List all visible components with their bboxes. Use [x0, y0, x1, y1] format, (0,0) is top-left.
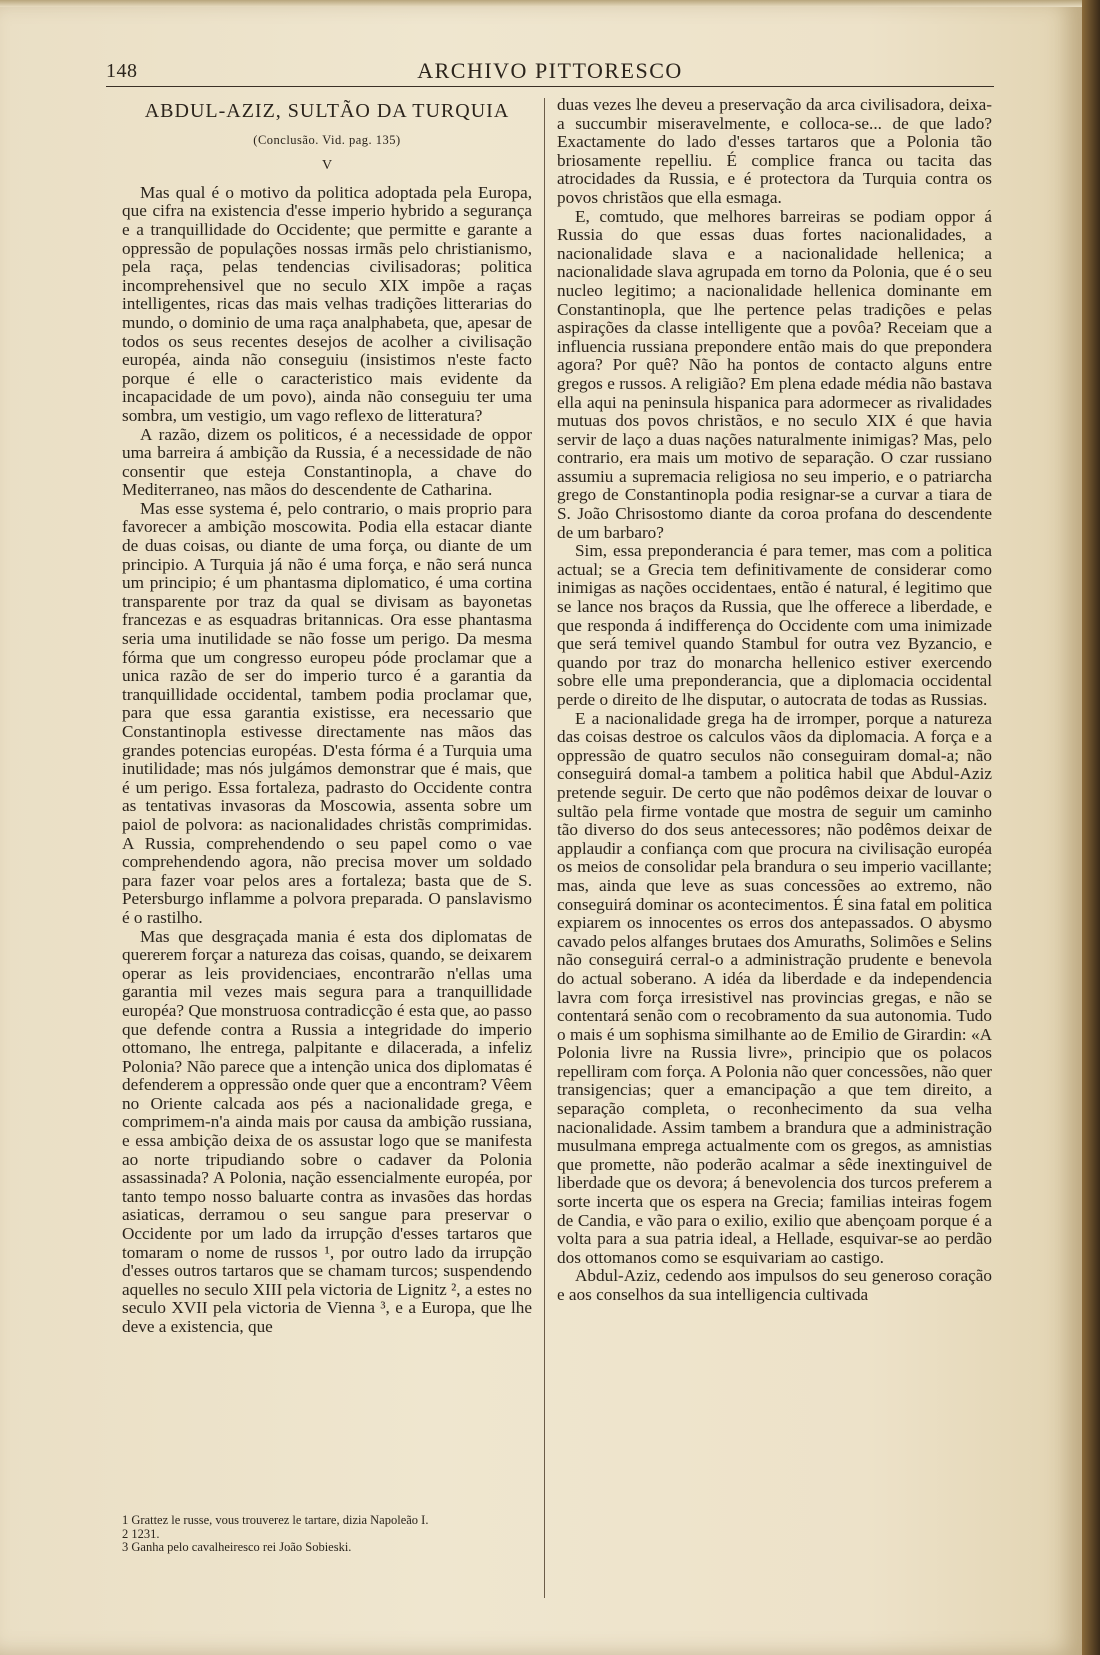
paragraph: A razão, dizem os politicos, é a necessidade de oppor uma barreira á ambição da Russia, é a necessidade de não consentir que esteja Constantinopla, a chave do Mediterraneo, nas mãos do descendente de Catharina. [122, 424, 532, 500]
right-column [557, 96, 992, 1305]
footnotes [122, 1514, 532, 1555]
paragraph: E, comtudo, que melhores barreiras se podiam oppor á Russia do que essas duas fortes nacionalidades, a nacionalidade slava e a nacionalidade hellenica; a nacionalidade slava agrupada em torno da Polonia, que é o seu nucleo legitimo; a nacionalidade hellenica dominante em Constantinopla, que lhe pertence pelas tradições e pelas aspirações da classe intelligente que a povôa? Receiam que a influencia russiana preponderе então mais do que prepondera agora? Por quê? Não ha pontos de contacto alguns entre gregos e russos. A religião? Em plena edade média não bastava ella aqui na peninsula hispanica para adormecer as rivalidades mutuas dos povos christãos, e no seculo XIX é que havia servir de laço a duas nações naturalmente inimigas? Mas, pelo contrario, era mais um motivo de separação. O czar russiano assumiu a supremacia religiosa no seu imperio, e o patriarcha grego de Constantinopla podia resignar-se a curvar a tiara de S. João Chrisostomo diante da coroa profana do descendente de um barbaro? [557, 206, 992, 542]
paragraph: duas vezes lhe deveu a preservação da arca civilisadora, deixa-a succumbir miseravelmente, e colloca-se... de que lado? Exactamente do lado d'esses tartaros que a Polonia tão briosamente repelliu. É complice franca ou tacita das atrocidades da Russia, e é protectora da Turquia contra os povos christãos que ella esmaga. [557, 95, 992, 207]
paragraph: E a nacionalidade grega ha de irromper, porque a natureza das coisas destroe os calculos vãos da diplomacia. A força e a oppressão de quatro seculos não conseguiram domal-a; não conseguirá domal-a tambem a politica habil que Abdul-Aziz pretende seguir. De certo que não podêmos deixar de louvar o sultão pela firme vontade que mostra de seguir um caminho tão diverso do dos seus antecessores; não podêmos deixar de applaudir a confiança com que procura na civilisação européa os meios de consolidar pela brandura o seu imperio vacillante; mas, ainda que leve as suas concessões ao extremo, não conseguirá dominar os acontecimentos. É sina fatal em politica expiarem os innocentes os erros dos antepassados. O abysmo cavado pelos alfanges brutaes dos Amuraths, Solimões e Selins não conseguirá cerral-o a administração prudente e benevola do actual soberano. A idéa da liberdade e da independencia lavra com força irresistivel nas provincias gregas, e não se contentará senão com o recobramento da sua autonomia. Tudo o mais é um sophisma similhante ao de Emilio de Girardin: «A Polonia livre na Russia livre», principio que os polacos repelliram com força. A Polonia não quer concessões, não quer transigencias; quer a emancipação a que tem direito, a separação completa, o reconhecimento da sua velha nacionalidade. Assim tambem a brandura que a administração musulmana emprega actualmente com os gregos, as amnistias que promette, não poderão acalmar a sêde inextinguivel de liberdade que os devora; á benevolencia dos turcos preferem a sorte incerta que os espera na Grecia; familias inteiras fogem de Candia, e vão para o exilio, exilio que abençoam porque é a volta para a sua patria ideal, a Hellade, esquivar-se ao perdão dos ottomanos como se esquivariam ao castigo. [557, 708, 992, 1267]
header-rule [106, 86, 994, 87]
paragraph: Sim, essa preponderancia é para temer, mas com a politica actual; se a Grecia tem definitivamente de considerar como inimigas as nações occidentaes, então é natural, é legitimo que se lance nos braços da Russia, que lhe offerece a liberdade, e que responda á indifferença do Occidente com uma inimizade que será temivel quando Stambul for outra vez Byzancio, e quando por traz do monarcha hellenico estiver exercendo sobre elle uma preponderancia, que a diplomacia occidental perde o direito de lhe disputar, o autocrata de todas as Russias. [557, 541, 992, 709]
footnote: 3 Ganha pelo cavalheiresco rei João Sobieski. [122, 1540, 352, 1555]
section-number: V [321, 158, 333, 174]
continuation-note: (Conclusão. Vid. pag. 135) [253, 132, 401, 147]
footnote: 1 Grattez le russe, vous trouverez le tartare, dizia Napoleão I. [122, 1513, 429, 1527]
top-edge [0, 0, 1082, 7]
left-column [122, 96, 532, 1337]
paragraph: Abdul-Aziz, cedendo aos impulsos do seu generoso coração e aos conselhos da sua intelligencia cultivada [557, 1266, 992, 1304]
paragraph: Mas qual é o motivo da politica adoptada pela Europa, que cifra na existencia d'esse imperio hybrido a segurança e a tranquillidade do Occidente; que permitte e garante a oppressão de populações nossas irmãs pelo christianismo, pela raça, pelas tendencias civilisadoras; politica incomprehensivel que no seculo XIX impõe a raças intelligentes, ricas das mais velhas tradições litterarias do mundo, o dominio de uma raça analphabeta, que, apesar de todos os seus recentes desejos de acolher a civilisação européa, ainda não conseguiu (insistimos n'este facto porque é elle o caracteristico mais evidente da incapacidade de um povo), ainda não conseguiu ter uma sombra, um vestigio, um vago reflexo de litteratura? [122, 182, 532, 425]
paragraph: Mas esse systema é, pelo contrario, o mais proprio para favorecer a ambição moscowita. Podia ella estacar diante de duas coisas, ou diante de uma força, ou diante de um principio. A Turquia já não é uma força, e não será nunca um principio; é um phantasma diplomatico, é uma cortina transparente por traz da qual se divisam as bayonetas francezas e as esquadras britannicas. Ora esse phantasma seria uma inutilidade se não fosse um perigo. Da mesma fórma que um congresso europeu póde proclamar que a unica razão de ser do imperio turco é a garantia da tranquillidade occidental, tambem podia proclamar que, para que essa garantia existisse, era necessario que Constantinopla estivesse directamente nas mãos das grandes potencias européas. D'esta fórma é a Turquia uma inutilidade; mas nós julgámos demonstrar que é mais, que é um perigo. Essa fortaleza, padrasto do Occidente contra as tentativas invasoras da Moscowia, assenta sobre um paiol de polvora: as nacionalidades christãs comprimidas. A Russia, comprehendendo o seu papel como o vae comprehendendo agora, não precisa mover um soldado para fazer voar pelos ares a fortaleza; basta que de S. Petersburgo inflamme a polvora preparada. O panslavismo é o rastilho. [122, 498, 532, 927]
paragraph: Mas que desgraçada mania é esta dos diplomatas de quererem forçar a natureza das coisas, quando, se deixarem operar as leis providenciaes, encontrarão n'ellas uma garantia mil vezes mais segura para a tranquillidade européa? Que monstruosa contradicção é esta que, ao passo que defende contra a Russia a integridade do imperio ottomano, lhe entrega, palpitante e dilacerada, a infeliz Polonia? Não parece que a intenção unica dos diplomatas é defenderem a oppressão onde quer que a encontram? Vêem no Oriente calcada aos pés a nacionalidade grega, e comprimem-n'a ainda mais por causa da ambição russiana, e essa ambição deixa de os assustar logo que se manifesta ao norte tripudiando sobre o cadaver da Polonia assassinada? A Polonia, nação essencialmente européa, por tanto tempo nosso baluarte contra as invasões das hordas asiaticas, derramou o seu sangue para preservar o Occidente por um lado da irrupção d'esses tartaros que tomaram o nome de russos ¹, por outro lado da irrupção d'esses outros tartaros que se chamam turcos; suspendendo aquelles no seculo XIII pela victoria de Lignitz ², a estes no seculo XVII pela victoria de Vienna ³, e a Europa, que lhe deve a existencia, que [122, 926, 532, 1336]
running-title: ARCHIVO PITTORESCO [417, 58, 683, 83]
footnote: 2 1231. [122, 1526, 160, 1541]
column-divider [544, 98, 545, 1598]
page-number: 148 [106, 60, 138, 82]
book-spine [1082, 0, 1100, 1655]
article-title: ABDUL-AZIZ, SULTÃO DA TURQUIA [144, 100, 510, 122]
page-header [106, 56, 994, 86]
